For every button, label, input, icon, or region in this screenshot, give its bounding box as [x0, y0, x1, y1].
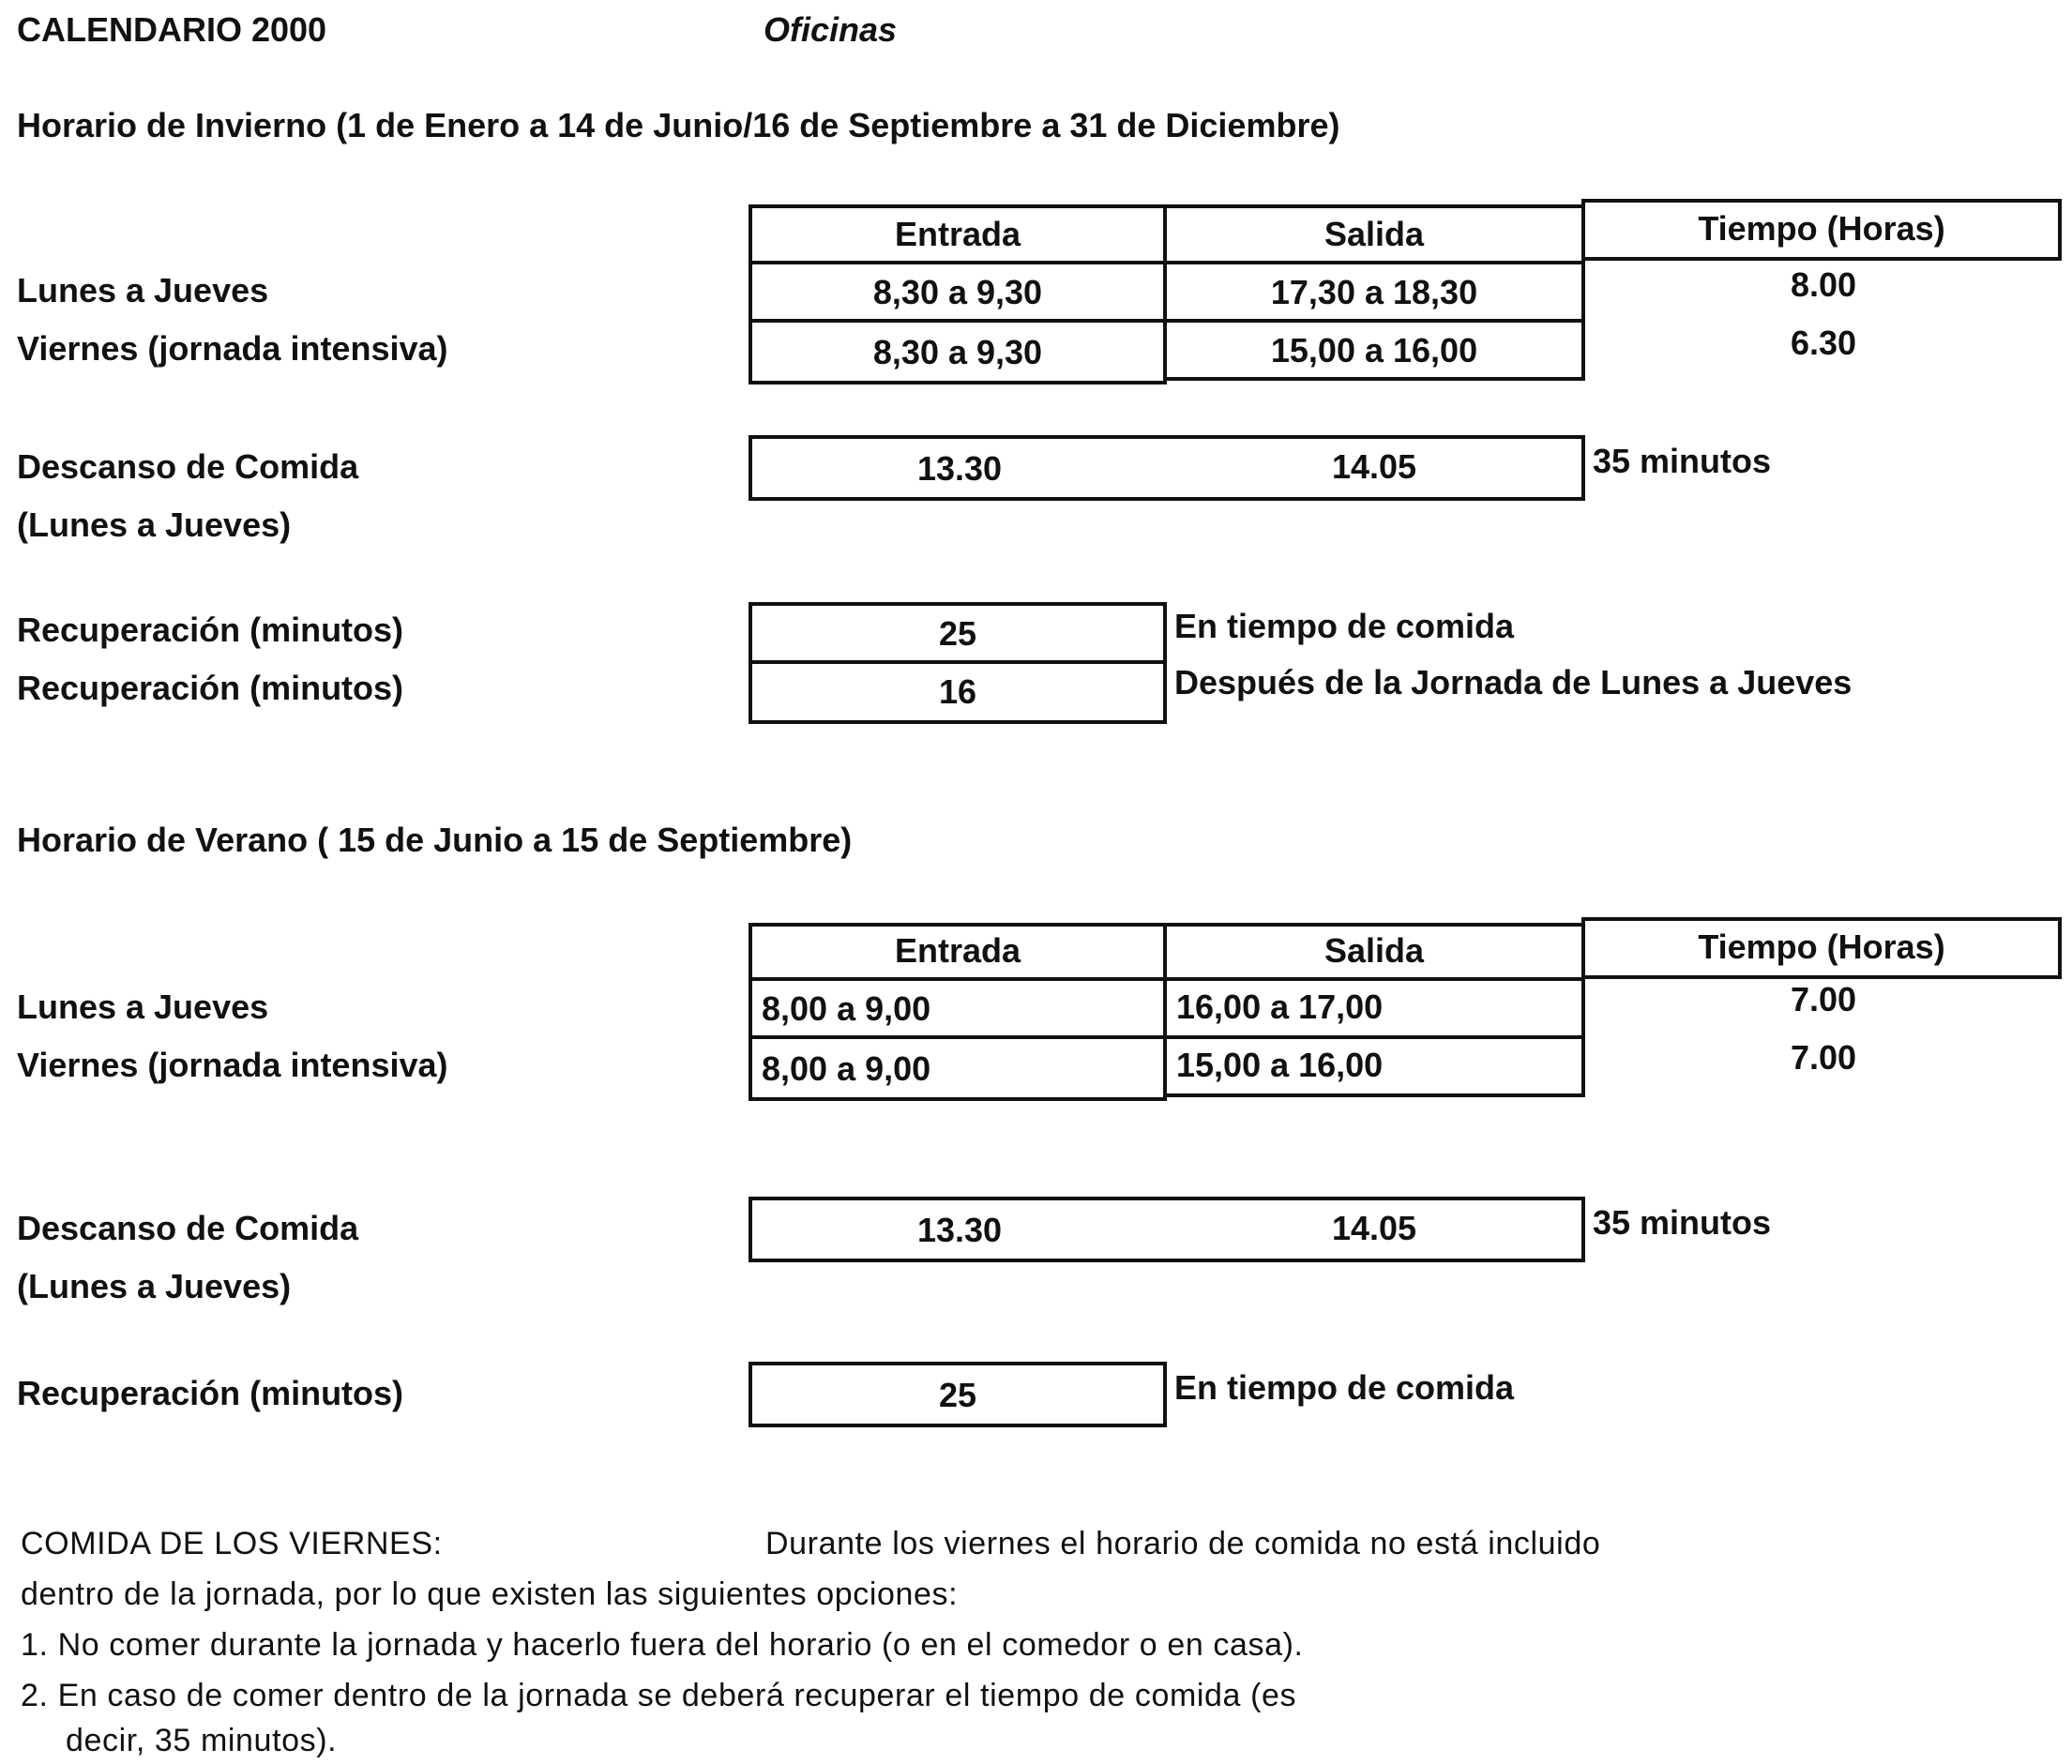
- winter-header-entrada: Entrada: [894, 215, 1021, 253]
- tiempo-value: 7.00: [1790, 1038, 1857, 1077]
- summer-heading: Horario de Verano ( 15 de Junio a 15 de Septiembre): [17, 821, 853, 859]
- friday-option-2: 2. En caso de comer dentro de la jornada se deberá recuperar el tiempo de comida (es: [21, 1678, 1297, 1713]
- salida-cell: [1163, 977, 1585, 1039]
- friday-option-1: 1. No comer durante la jornada y hacerlo fuera del horario (o en el comedor o en casa).: [21, 1627, 1304, 1663]
- winter-recovery-box-1: [749, 602, 1167, 664]
- winter-header-entrada-cell: [749, 204, 1167, 264]
- winter-recovery-note-2: Después de la Jornada de Lunes a Jueves: [1174, 663, 1853, 701]
- winter-header-tiempo: Tiempo (Horas): [1698, 209, 1945, 248]
- friday-option-2-continued: decir, 35 minutos).: [66, 1723, 338, 1758]
- row-label: Lunes a Jueves: [17, 988, 269, 1026]
- winter-recovery-box-2: [749, 660, 1167, 724]
- entrada-value: 8,30 a 9,30: [872, 273, 1043, 311]
- summer-lunch-label: Descanso de Comida: [17, 1209, 359, 1247]
- salida-value: 17,30 a 18,30: [1270, 273, 1478, 311]
- winter-header-salida-cell: [1163, 204, 1585, 264]
- document-subtitle: Oficinas: [764, 10, 898, 49]
- entrada-cell: [749, 1035, 1167, 1101]
- friday-intro: Durante los viernes el horario de comida no está incluido: [765, 1526, 1601, 1561]
- friday-heading: COMIDA DE LOS VIERNES:: [21, 1526, 443, 1561]
- entrada-cell: [749, 977, 1167, 1039]
- lunch-end: 14.05: [1331, 447, 1417, 486]
- recovery-value: 16: [938, 672, 977, 711]
- winter-header-salida: Salida: [1323, 215, 1425, 253]
- winter-recovery-label-2: Recuperación (minutos): [17, 669, 404, 707]
- document-title: CALENDARIO 2000: [17, 10, 327, 49]
- winter-recovery-note-1: En tiempo de comida: [1174, 607, 1515, 645]
- recovery-value: 25: [938, 1376, 977, 1414]
- tiempo-value: 6.30: [1790, 324, 1857, 362]
- tiempo-value: 7.00: [1790, 980, 1857, 1018]
- salida-value: 16,00 a 17,00: [1176, 988, 1384, 1026]
- friday-line-2: dentro de la jornada, por lo que existen las siguientes opciones:: [21, 1576, 959, 1612]
- salida-cell: [1163, 1035, 1585, 1097]
- row-label: Viernes (jornada intensiva): [17, 1046, 448, 1084]
- entrada-value: 8,00 a 9,00: [762, 1049, 931, 1088]
- summer-lunch-duration: 35 minutos: [1593, 1203, 1772, 1242]
- salida-value: 15,00 a 16,00: [1176, 1046, 1384, 1084]
- row-label: Lunes a Jueves: [17, 271, 269, 309]
- entrada-value: 8,30 a 9,30: [872, 333, 1043, 371]
- winter-lunch-duration: 35 minutos: [1593, 442, 1772, 480]
- summer-header-salida: Salida: [1323, 931, 1425, 970]
- lunch-start: 13.30: [916, 1211, 1003, 1249]
- winter-lunch-box: [749, 435, 1585, 501]
- winter-recovery-label-1: Recuperación (minutos): [17, 611, 404, 649]
- summer-recovery-box: [749, 1362, 1167, 1427]
- summer-header-salida-cell: [1163, 923, 1585, 981]
- tiempo-value: 8.00: [1790, 265, 1857, 304]
- lunch-start: 13.30: [916, 449, 1003, 488]
- entrada-cell: [749, 261, 1167, 323]
- summer-lunch-box: [749, 1197, 1585, 1262]
- summer-header-tiempo: Tiempo (Horas): [1698, 927, 1945, 966]
- salida-value: 15,00 a 16,00: [1270, 331, 1478, 369]
- recovery-value: 25: [938, 614, 977, 653]
- summer-recovery-label: Recuperación (minutos): [17, 1374, 404, 1412]
- salida-cell: [1163, 261, 1585, 323]
- summer-header-entrada-cell: [749, 923, 1167, 981]
- winter-heading: Horario de Invierno (1 de Enero a 14 de Junio/16 de Septiembre a 31 de Diciembre): [17, 106, 1340, 144]
- summer-lunch-sublabel: (Lunes a Jueves): [17, 1267, 292, 1305]
- entrada-cell: [749, 319, 1167, 384]
- row-label: Viernes (jornada intensiva): [17, 329, 448, 368]
- salida-cell: [1163, 319, 1585, 381]
- winter-lunch-sublabel: (Lunes a Jueves): [17, 505, 292, 544]
- summer-header-tiempo-cell: [1581, 917, 2062, 979]
- lunch-end: 14.05: [1331, 1209, 1417, 1247]
- summer-header-entrada: Entrada: [894, 931, 1021, 970]
- winter-lunch-label: Descanso de Comida: [17, 447, 359, 486]
- winter-header-tiempo-cell: [1581, 199, 2062, 261]
- summer-recovery-note: En tiempo de comida: [1174, 1368, 1515, 1407]
- entrada-value: 8,00 a 9,00: [762, 989, 931, 1028]
